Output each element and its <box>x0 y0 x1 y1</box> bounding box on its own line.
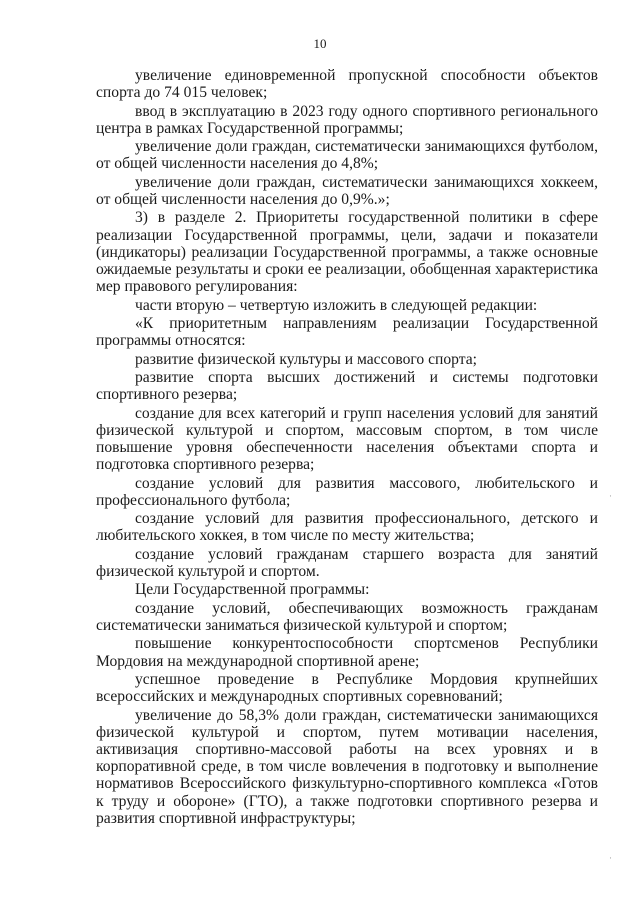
document-body <box>96 67 598 828</box>
page-number: 10 <box>313 36 327 51</box>
paragraph: увеличение доли граждан, систематически занимающихся хоккеем, от общей численности населения до 0,9%.»; <box>96 173 598 208</box>
margin-mark: · <box>609 491 612 501</box>
paragraph: «К приоритетным направлениям реализации Государственной программы относятся: <box>96 314 598 350</box>
paragraph: 3) в разделе 2. Приоритеты государственной политики в сфере реализации Государственной программы, цели, задачи и показатели (индикаторы) реализации Государственной программы, а также основные ожидаемые результаты и сроки ее реализации, обобщенная характеристика мер правового регулирования: <box>96 209 598 296</box>
margin-mark: · <box>609 853 612 863</box>
paragraph: увеличение доли граждан, систематически занимающихся футболом, от общей численности населения до 4,8%; <box>96 138 598 173</box>
paragraph: части вторую – четвертую изложить в следующей редакции: <box>135 296 538 314</box>
paragraph: создание условий для развития массового, любительского и профессионального футбола; <box>96 474 598 509</box>
paragraph: Цели Государственной программы: <box>135 581 370 599</box>
paragraph: ввод в эксплуатацию в 2023 году одного спортивного регионального центра в рамках Государственной программы; <box>96 102 598 137</box>
paragraph: создание условий гражданам старшего возраста для занятий физической культурой и спортом. <box>96 545 598 580</box>
paragraph: развитие спорта высших достижений и системы подготовки спортивного резерва; <box>96 368 598 404</box>
paragraph: создание условий для развития профессионального, детского и любительского хоккея, в том числе по месту жительства; <box>96 510 598 545</box>
paragraph: увеличение до 58,3% доли граждан, систематически занимающихся физической культурой и спортом, путем мотивации населения, активизация спортивно-массовой работы на всех уровнях и в корпоративной среде, в том числе вовлечения в подготовку и выполнение нормативов Всероссийского физкультурно-спортивного комплекса «Готов к труду и обороне» (ГТО), а также подготовки спортивного резерва и развития спортивной инфраструктуры; <box>96 706 598 827</box>
paragraph: создание для всех категорий и групп населения условий для занятий физической культурой и спортом, массовым спортом, в том числе повышение уровня обеспеченности населения объектами спорта и подготовка спортивного резерва; <box>96 404 598 474</box>
paragraph: успешное проведение в Республике Мордовия крупнейших всероссийских и международных спортивных соревнований; <box>96 670 598 706</box>
paragraph: повышение конкурентоспособности спортсменов Республики Мордовия на международной спортивной арене; <box>96 635 598 670</box>
paragraph: создание условий, обеспечивающих возможность гражданам систематически заниматься физической культурой и спортом; <box>96 599 598 634</box>
paragraph: увеличение единовременной пропускной способности объектов спорта до 74 015 человек; <box>96 67 598 102</box>
paragraph: развитие физической культуры и массового спорта; <box>135 350 477 368</box>
